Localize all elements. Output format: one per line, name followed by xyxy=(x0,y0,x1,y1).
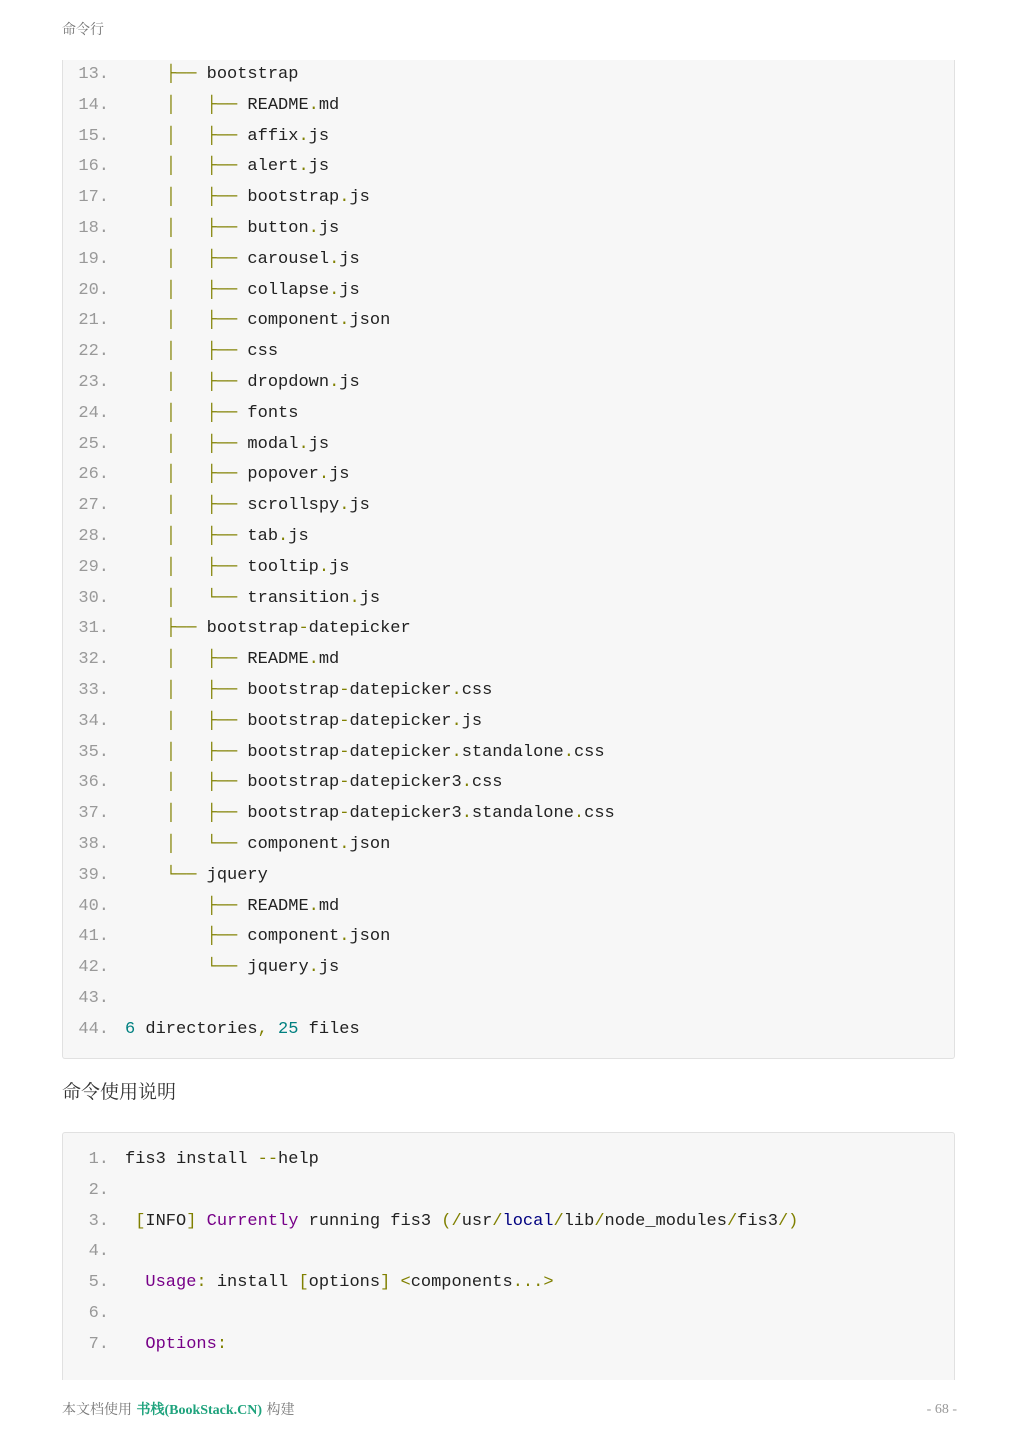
code-text: │ ├── bootstrap-datepicker.js xyxy=(165,711,483,731)
code-text: │ └── transition.js xyxy=(165,588,381,608)
code-line xyxy=(63,553,954,584)
code-text: ├── README.md xyxy=(206,896,340,916)
footer-suffix: 构建 xyxy=(262,1402,295,1418)
code-text: │ ├── bootstrap.js xyxy=(165,188,370,208)
line-number: 33. xyxy=(78,680,109,700)
code-line xyxy=(63,91,954,122)
code-line xyxy=(63,460,954,491)
line-number: 25. xyxy=(78,434,109,454)
line-number: 6. xyxy=(88,1303,109,1323)
code-text: fis3 install --help xyxy=(125,1150,319,1169)
code-line xyxy=(63,738,954,769)
code-line xyxy=(63,892,954,923)
code-text: ├── bootstrap xyxy=(165,65,299,84)
line-number: 15. xyxy=(78,126,109,146)
line-number: 22. xyxy=(78,342,109,362)
code-line xyxy=(63,584,954,615)
line-number: 23. xyxy=(78,372,109,392)
code-text: │ ├── carousel.js xyxy=(165,249,360,269)
code-text: ├── bootstrap-datepicker xyxy=(165,619,411,639)
code-line xyxy=(63,707,954,738)
code-text: 6 directories, 25 files xyxy=(125,1019,360,1039)
code-line xyxy=(63,60,954,91)
line-number: 16. xyxy=(78,157,109,177)
line-number: 5. xyxy=(88,1273,109,1293)
code-line xyxy=(63,922,954,953)
line-number: 34. xyxy=(78,711,109,731)
page-footer xyxy=(62,1400,295,1421)
line-number: 44. xyxy=(78,1019,109,1039)
line-number: 39. xyxy=(78,865,109,885)
code-line xyxy=(63,1237,954,1268)
code-text: │ ├── README.md xyxy=(165,650,340,670)
code-line xyxy=(63,676,954,707)
code-line xyxy=(63,1330,954,1361)
code-text: [INFO] Currently running fis3 (/usr/local/lib/node_modules/fis3/) xyxy=(135,1211,799,1231)
code-line xyxy=(63,799,954,830)
code-line xyxy=(63,183,954,214)
line-number: 35. xyxy=(78,742,109,762)
code-line xyxy=(63,1207,954,1238)
code-text: Options: xyxy=(145,1334,228,1354)
code-line xyxy=(63,152,954,183)
page-number: - 68 - xyxy=(926,1402,957,1417)
code-text: │ ├── bootstrap-datepicker.standalone.css xyxy=(165,742,605,762)
bookstack-link[interactable]: 书栈(BookStack.CN) xyxy=(136,1403,263,1418)
code-text: │ ├── modal.js xyxy=(165,434,330,454)
line-number: 31. xyxy=(78,619,109,639)
code-line xyxy=(63,430,954,461)
directory-tree-code-block xyxy=(62,60,955,1059)
code-line xyxy=(63,830,954,861)
page-header: 命令行 xyxy=(62,22,104,38)
footer-prefix: 本文档使用 xyxy=(62,1402,137,1418)
line-number: 28. xyxy=(78,526,109,546)
code-text: │ ├── alert.js xyxy=(165,157,330,177)
code-line xyxy=(63,245,954,276)
line-number: 4. xyxy=(88,1242,109,1262)
code-text: Usage: install [options] <components...> xyxy=(145,1273,554,1293)
line-number: 43. xyxy=(78,988,109,1008)
code-text: └── jquery xyxy=(165,865,268,885)
code-line xyxy=(63,984,954,1015)
code-text: │ ├── component.json xyxy=(165,311,391,331)
code-text: │ ├── button.js xyxy=(165,218,340,238)
line-number: 42. xyxy=(78,958,109,978)
code-line xyxy=(63,1145,954,1176)
code-text: │ ├── css xyxy=(165,342,279,362)
code-text: │ ├── collapse.js xyxy=(165,280,360,300)
code-line xyxy=(63,214,954,245)
code-text: │ ├── affix.js xyxy=(165,126,330,146)
code-text: │ ├── popover.js xyxy=(165,465,350,485)
code-text: │ ├── scrollspy.js xyxy=(165,496,370,516)
code-line xyxy=(63,953,954,984)
line-number: 27. xyxy=(78,496,109,516)
line-number: 32. xyxy=(78,650,109,670)
code-line xyxy=(63,276,954,307)
code-line xyxy=(63,522,954,553)
code-line xyxy=(63,337,954,368)
line-number: 41. xyxy=(78,927,109,947)
code-line xyxy=(63,645,954,676)
code-line xyxy=(63,768,954,799)
line-number: 19. xyxy=(78,249,109,269)
code-text: │ ├── tooltip.js xyxy=(165,557,350,577)
line-number: 2. xyxy=(88,1180,109,1200)
line-number: 21. xyxy=(78,311,109,331)
line-number: 30. xyxy=(78,588,109,608)
line-number: 36. xyxy=(78,773,109,793)
line-number: 40. xyxy=(78,896,109,916)
line-number: 17. xyxy=(78,188,109,208)
code-text: │ └── component.json xyxy=(165,834,391,854)
code-line xyxy=(63,122,954,153)
code-line xyxy=(63,1268,954,1299)
line-number: 1. xyxy=(88,1150,109,1169)
line-number: 7. xyxy=(88,1334,109,1354)
line-number: 18. xyxy=(78,218,109,238)
code-text: │ ├── README.md xyxy=(165,95,340,115)
code-text: │ ├── bootstrap-datepicker3.standalone.css xyxy=(165,804,615,824)
code-line xyxy=(63,1299,954,1330)
code-line xyxy=(63,1176,954,1207)
code-text: │ ├── fonts xyxy=(165,403,299,423)
code-text: │ ├── bootstrap-datepicker3.css xyxy=(165,773,503,793)
line-number: 37. xyxy=(78,804,109,824)
line-number: 13. xyxy=(78,65,109,84)
usage-code-block xyxy=(62,1132,955,1380)
code-text: ├── component.json xyxy=(206,927,391,947)
code-line xyxy=(63,861,954,892)
line-number: 3. xyxy=(88,1211,109,1231)
code-line xyxy=(63,614,954,645)
code-text: │ ├── bootstrap-datepicker.css xyxy=(165,680,493,700)
line-number: 26. xyxy=(78,465,109,485)
code-text: │ ├── tab.js xyxy=(165,526,309,546)
code-text: └── jquery.js xyxy=(206,958,340,978)
code-line xyxy=(63,306,954,337)
code-text: │ ├── dropdown.js xyxy=(165,372,360,392)
code-line xyxy=(63,399,954,430)
line-number: 29. xyxy=(78,557,109,577)
code-line xyxy=(63,1015,954,1046)
code-line xyxy=(63,368,954,399)
line-number: 38. xyxy=(78,834,109,854)
line-number: 14. xyxy=(78,95,109,115)
line-number: 24. xyxy=(78,403,109,423)
line-number: 20. xyxy=(78,280,109,300)
section-heading: 命令使用说明 xyxy=(62,1081,177,1103)
code-line xyxy=(63,491,954,522)
